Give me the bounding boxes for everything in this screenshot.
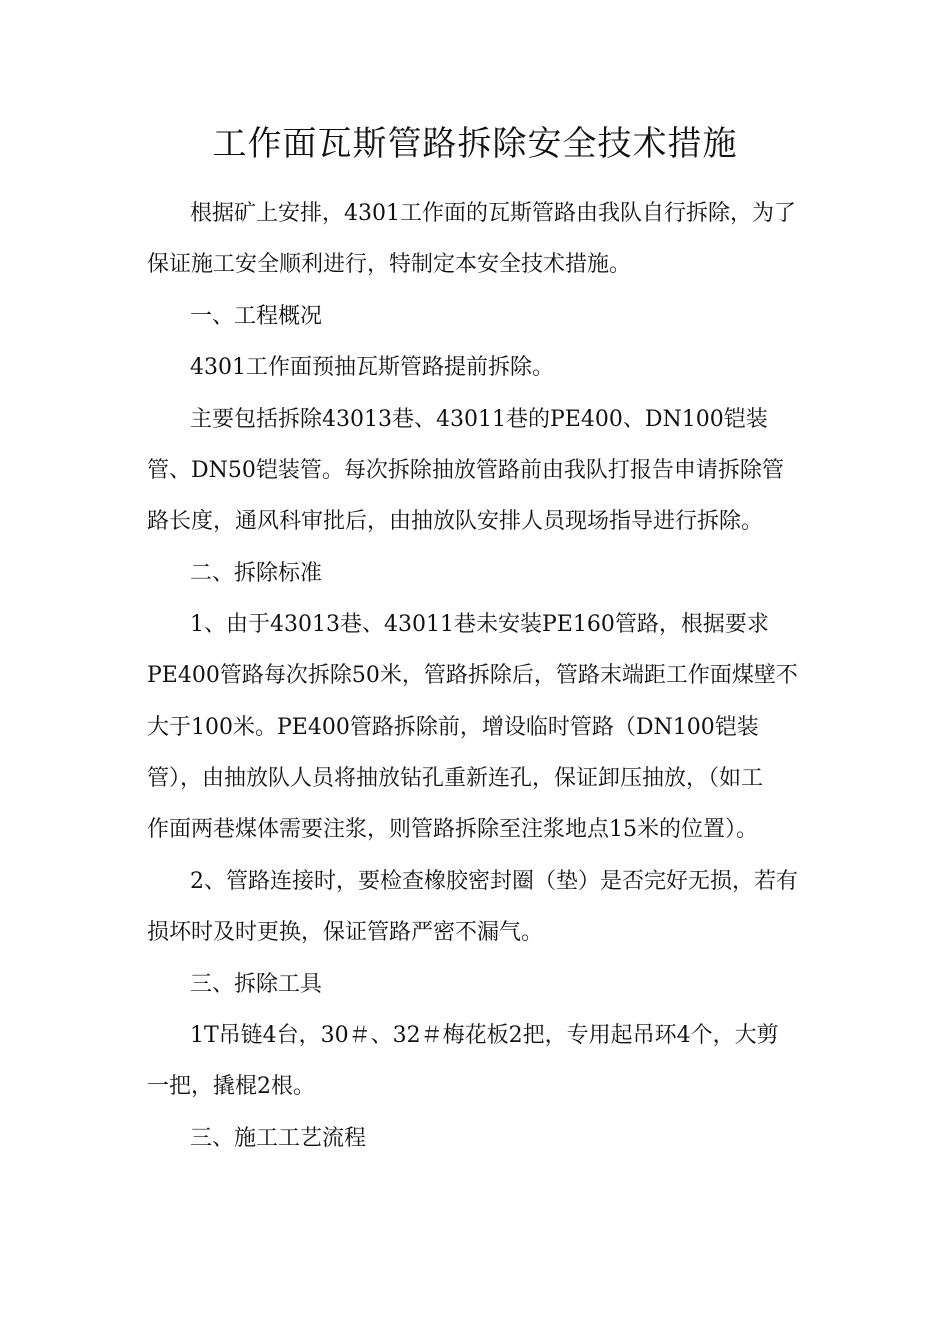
- section-heading-standard: 二、拆除标准: [190, 561, 323, 586]
- paragraph-tools-line-2: 一把，撬棍2根。: [147, 1074, 315, 1099]
- paragraph-intro-line-2: 保证施工安全顺利进行，特制定本安全技术措施。: [147, 252, 632, 277]
- paragraph-standard-1-line-3: 大于100米。PE400管路拆除前，增设临时管路（DN100铠装: [147, 715, 759, 740]
- paragraph-overview-line-1: 4301工作面预抽瓦斯管路提前拆除。: [190, 355, 554, 380]
- paragraph-standard-1-line-1: 1、由于43013巷、43011巷未安装PE160管路，根据要求: [190, 612, 769, 637]
- section-heading-tools: 三、拆除工具: [190, 972, 323, 997]
- paragraph-standard-1-line-4: 管），由抽放队人员将抽放钻孔重新连孔，保证卸压抽放，（如工: [147, 766, 764, 791]
- paragraph-standard-2-line-1: 2、管路连接时，要检查橡胶密封圈（垫）是否完好无损，若有: [190, 869, 798, 894]
- paragraph-scope-line-2: 管、DN50铠装管。每次拆除抽放管路前由我队打报告申请拆除管: [147, 458, 784, 483]
- paragraph-standard-2-line-2: 损坏时及时更换，保证管路严密不漏气。: [147, 920, 544, 945]
- paragraph-scope-line-3: 路长度，通风科审批后，由抽放队安排人员现场指导进行拆除。: [147, 509, 764, 534]
- paragraph-tools-line-1: 1T吊链4台，30＃、32＃梅花板2把，专用起吊环4个，大剪: [190, 1023, 779, 1048]
- section-heading-overview: 一、工程概况: [190, 304, 323, 329]
- paragraph-intro-line-1: 根据矿上安排，4301工作面的瓦斯管路由我队自行拆除，为了: [190, 201, 796, 226]
- paragraph-scope-line-1: 主要包括拆除43013巷、43011巷的PE400、DN100铠装: [190, 407, 768, 432]
- document-title: 工作面瓦斯管路拆除安全技术措施: [212, 124, 738, 164]
- paragraph-standard-1-line-2: PE400管路每次拆除50米，管路拆除后，管路末端距工作面煤壁不: [147, 663, 798, 688]
- paragraph-standard-1-line-5: 作面两巷煤体需要注浆，则管路拆除至注浆地点15米的位置）。: [147, 817, 758, 842]
- section-heading-process: 三、施工工艺流程: [190, 1126, 367, 1151]
